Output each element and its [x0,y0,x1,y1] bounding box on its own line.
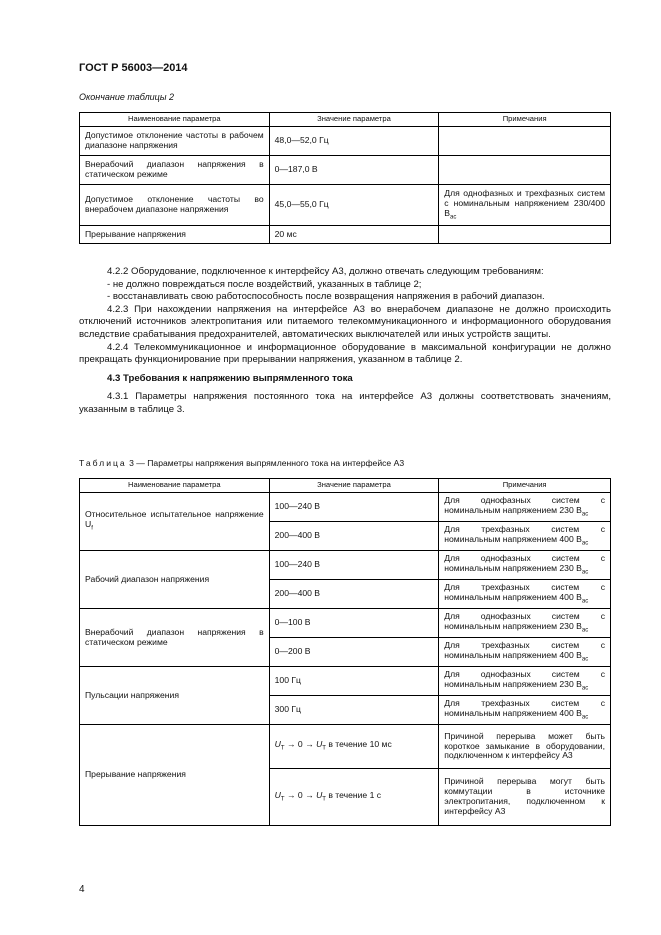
param-name-cell: Внерабочий диапазон напряжения в статическом режиме [80,156,270,185]
param-name-cell: Пульсации напряжения [80,667,270,725]
table-header-row [80,479,611,493]
paragraph: 4.2.2 Оборудование, подключенное к интерфейсу А3, должно отвечать следующим требованиям: [107,266,544,277]
table2-continuation-label: Окончание таблицы 2 [79,92,174,102]
param-note-cell [439,127,611,156]
table-row [80,493,611,522]
param-value-cell: 45,0—55,0 Гц [269,185,439,226]
param-value-cell: 0—200 В [269,638,439,667]
table-row [80,226,611,244]
param-note-cell: Причиной перерыва могут быть коммутации в источнике электропитания, подключенном к интерфейсу А3 [439,769,611,826]
table3-caption: Таблица 3 — Параметры напряжения выпрямленного тока на интерфейсе А3 [79,458,405,468]
column-header: Значение параметра [269,479,439,493]
paragraph: - не должно повреждаться после воздействий, указанных в таблице 2; [107,278,422,290]
param-note-cell: Для однофазных систем с номинальным напряжением 230 $В_{ас}$ [439,551,611,580]
param-note-cell: Для однофазных систем с номинальным напряжением 230 $В_{ас}$ [439,667,611,696]
table-row [80,185,611,226]
param-name-cell: Относительное испытательное напряжение $U_f$ [80,493,270,551]
param-value-cell: 100—240 В [269,493,439,522]
table-header-row [80,113,611,127]
document-code: ГОСТ Р 56003—2014 [79,62,188,74]
param-name-cell: Допустимое отклонение частоты во внерабочем диапазоне напряжения [80,185,270,226]
table-row [80,609,611,638]
param-name-cell: Допустимое отклонение частоты в рабочем диапазоне напряжения [80,127,270,156]
param-note-cell: Для трехфазных систем с номинальным напряжением 400 $В_{ас}$ [439,696,611,725]
param-value-cell: 200—400 В [269,580,439,609]
param-note-cell: Для однофазных систем с номинальным напряжением 230 $В_{ас}$ [439,493,611,522]
column-header: Значение параметра [269,113,439,127]
table-2 [79,112,611,244]
param-value-cell: 100—240 В [269,551,439,580]
param-value-cell: 100 Гц [269,667,439,696]
table-row [80,127,611,156]
column-header: Примечания [439,113,611,127]
table-row [80,156,611,185]
param-name-cell: Прерывание напряжения [80,725,270,826]
param-note-cell: Для трехфазных систем с номинальным напряжением 400 $В_{ас}$ [439,638,611,667]
param-name-cell: Рабочий диапазон напряжения [80,551,270,609]
param-note-cell: Для однофазных и трехфазных систем с номинальным напряжением 230/400 $В_{ас}$ [439,185,611,226]
param-value-cell: 200—400 В [269,522,439,551]
column-header: Наименование параметра [80,113,270,127]
param-note-cell: Для трехфазных систем с номинальным напряжением 400 $В_{ас}$ [439,580,611,609]
param-note-cell: Для однофазных систем с номинальным напряжением 230 $В_{ас}$ [439,609,611,638]
paragraph: 4.2.4 Телекоммуникационное и информационное оборудование в максимальной конфигурации не должно прекращать функционирование при прерывании напряжения, указанном в таблице 2. [79,341,611,366]
body-text [79,266,611,417]
table-row [80,725,611,769]
param-value-cell: 20 мс [269,226,439,244]
table-3 [79,478,611,826]
param-note-cell [439,226,611,244]
paragraph: - восстанавливать свою работоспособность после возвращения напряжения в рабочий диапазон. [107,291,545,303]
param-value-cell: $U_T \to 0 \to U_T$ в течение 10 мс [269,725,439,769]
section-heading: 4.3 Требования к напряжению выпрямленного тока [107,372,353,384]
param-note-cell [439,156,611,185]
param-value-cell: 0—187,0 В [269,156,439,185]
column-header: Наименование параметра [80,479,270,493]
paragraph: 4.2.3 При нахождении напряжения на интерфейсе А3 во внерабочем диапазоне не должно происходить отключений источников электропитания или питаемого телекоммуникационного и информационного оборудования вследствие срабатывания предохранителей, автоматических выключателей или иных устройств защиты. [79,303,611,340]
table-row [80,551,611,580]
param-value-cell: 48,0—52,0 Гц [269,127,439,156]
paragraph: 4.3.1 Параметры напряжения постоянного тока на интерфейсе А3 должны соответствовать значениям, указанным в таблице 3. [79,391,611,415]
param-note-cell: Для трехфазных систем с номинальным напряжением 400 $В_{ас}$ [439,522,611,551]
param-note-cell: Причиной перерыва может быть короткое замыкание в оборудовании, подключенном к интерфейсу А3 [439,725,611,769]
table-row [80,667,611,696]
param-value-cell: $U_T \to 0 \to U_T$ в течение 1 с [269,769,439,826]
param-name-cell: Внерабочий диапазон напряжения в статическом режиме [80,609,270,667]
column-header: Примечания [439,479,611,493]
param-value-cell: 300 Гц [269,696,439,725]
param-value-cell: 0—100 В [269,609,439,638]
page-number: 4 [79,884,85,895]
param-name-cell: Прерывание напряжения [80,226,270,244]
